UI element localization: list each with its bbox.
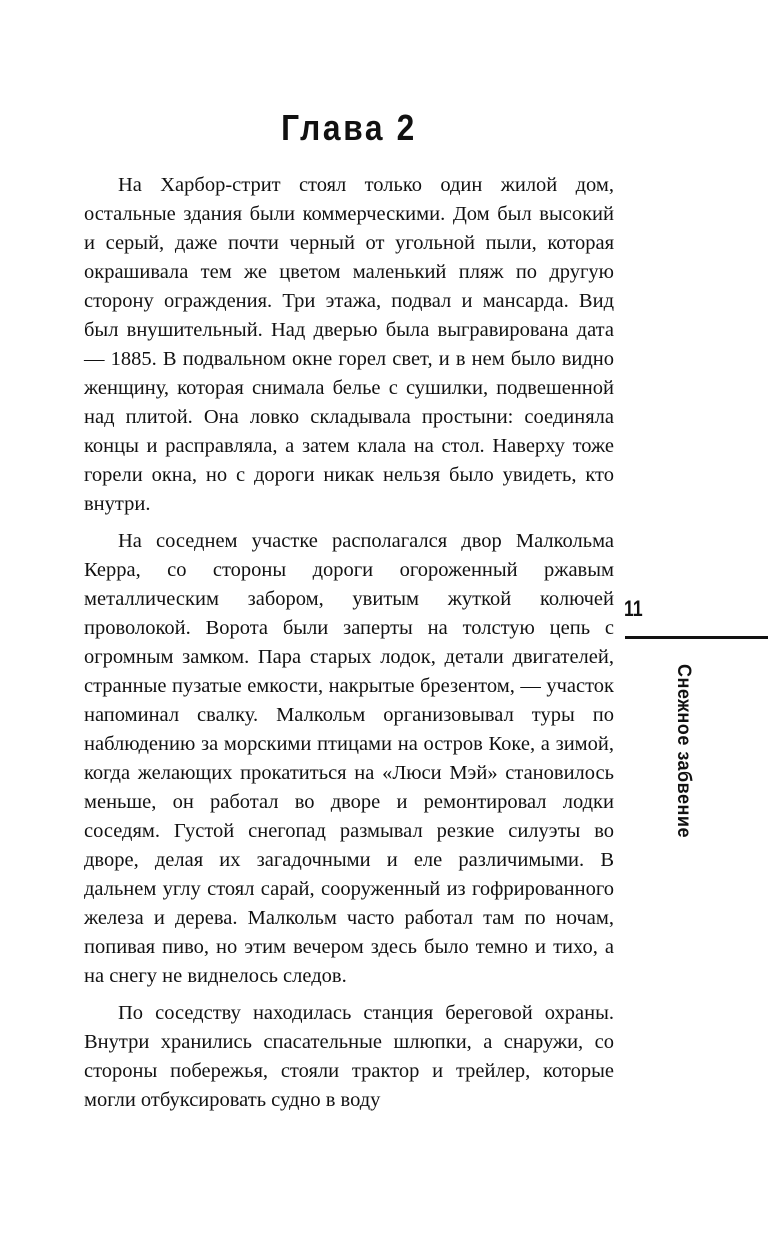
page-number: 11 xyxy=(624,596,643,621)
margin-rule xyxy=(625,636,768,639)
chapter-title: Глава 2 xyxy=(281,107,417,148)
paragraph-3: По соседству находилась станция береговой охраны. Внутри хранились спасательные шлюпки, а снаружи, со стороны побережья, стояли трактор и трейлер, которые могли отбуксировать судно в воду xyxy=(84,1002,614,1111)
paragraph-2: На соседнем участке располагался двор Малкольма Керра, со стороны дороги огороженный ржавым металлическим забором, увитым жуткой колючей проволокой. Ворота были заперты на толстую цепь с огромным замком. Пара старых лодок, детали двигателей, странные пузатые емкости, накрытые брезентом, — участок напоминал свалку. Малкольм организовывал туры по наблюдению за морскими птицами на остров Коке, а зимой, когда желающих прокатиться на «Люси Мэй» становилось меньше, он работал во дворе и ремонтировал лодки соседям. Густой снегопад размывал резкие силуэты во дворе, делая их загадочными и еле различимыми. В дальнем углу стоял сарай, сооруженный из гофрированного железа и дерева. Малкольм часто работал там по ночам, попивая пиво, но этим вечером здесь было темно и тихо, а на снегу не виднелось следов. xyxy=(84,530,614,987)
running-title: Снежное забвение xyxy=(673,664,694,838)
paragraph-1: На Харбор-стрит стоял только один жилой дом, остальные здания были коммерческими. Дом был высокий и серый, даже почти черный от угольной пыли, которая окрашивала тем же цветом маленький пляж по другую сторону ограждения. Три этажа, подвал и мансарда. Вид был внушительный. Над дверью была выгравирована дата — 1885. В подвальном окне горел свет, и в нем было видно женщину, которая снимала белье с сушилки, подвешенной над плитой. Она ловко складывала простыни: соединяла концы и расправляла, а затем клала на стол. Наверху тоже горели окна, но с дороги никак нельзя было увидеть, кто внутри. xyxy=(84,174,614,515)
body-text xyxy=(84,171,614,1123)
